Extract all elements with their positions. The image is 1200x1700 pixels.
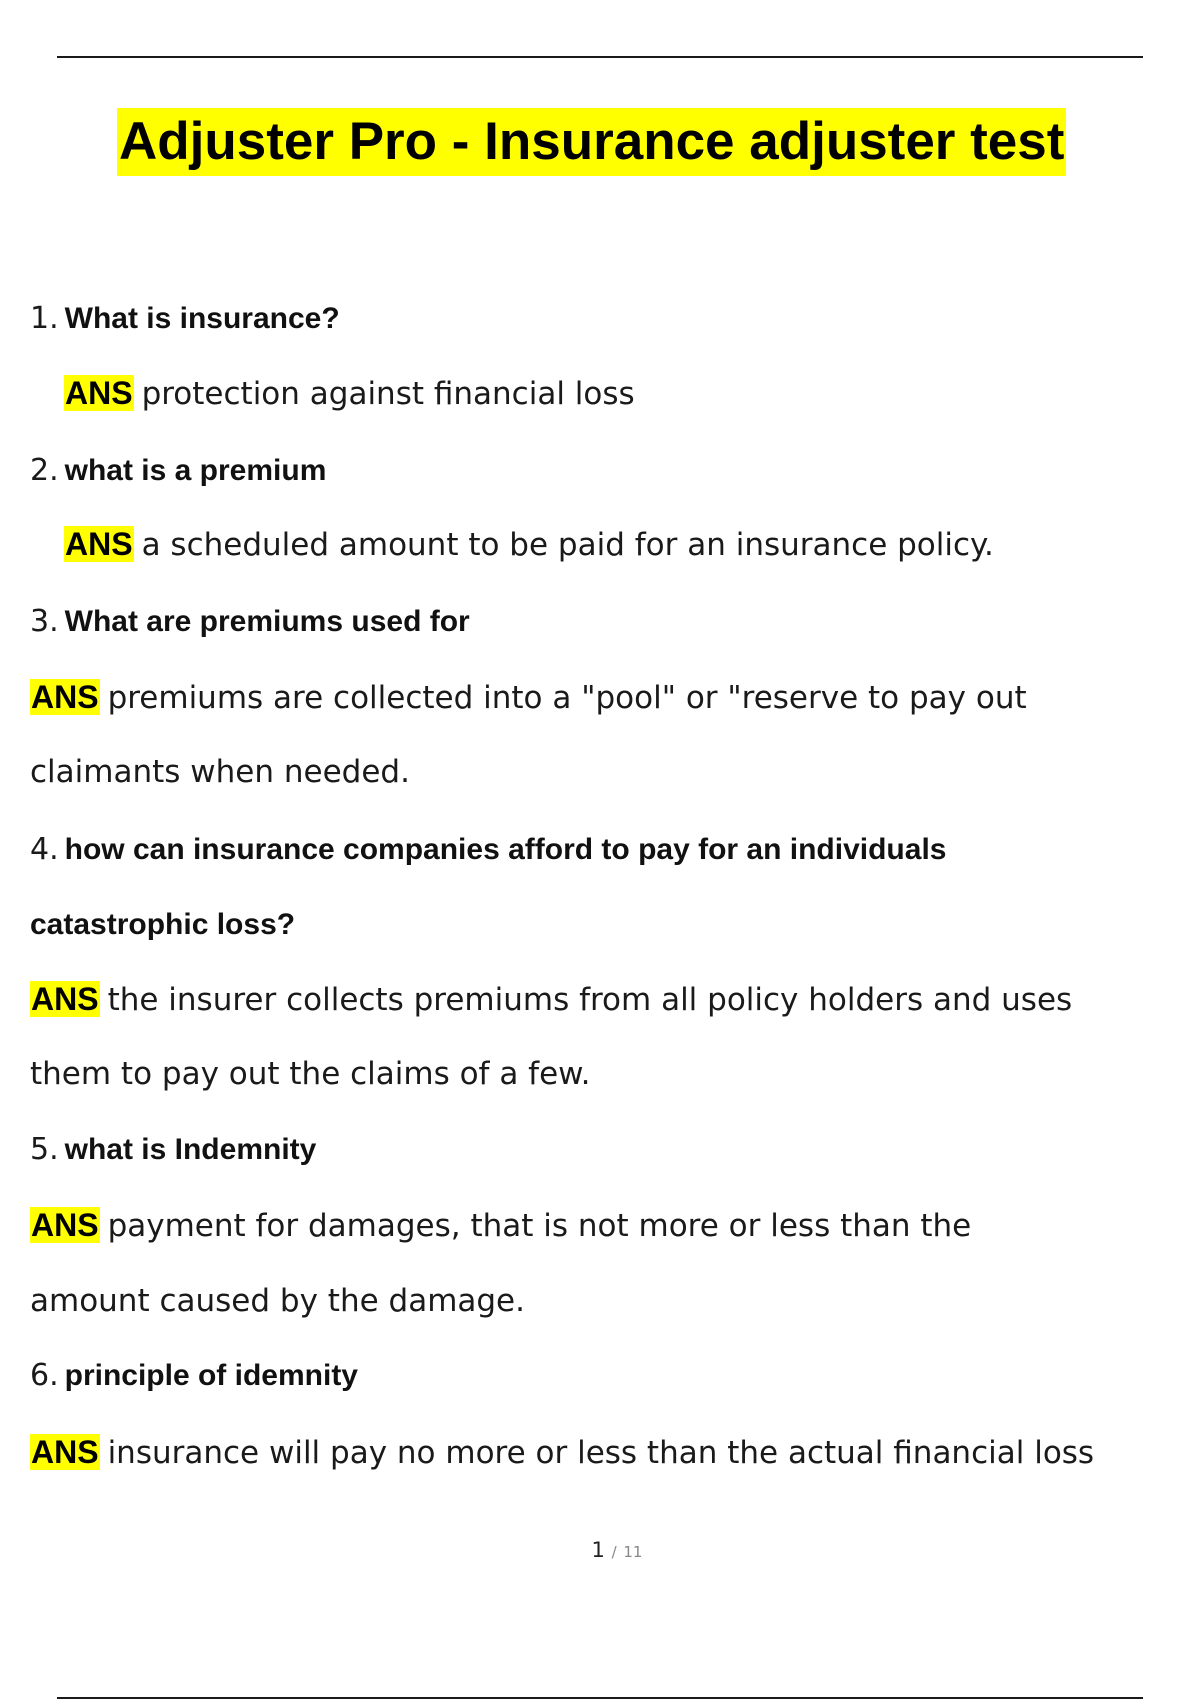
answer-1 <box>64 373 635 413</box>
question-4-continued: catastrophic loss? <box>30 908 296 941</box>
question-number: 2. <box>30 453 59 488</box>
answer-tag: ANS <box>31 679 99 715</box>
answer-text: a scheduled amount to be paid for an insurance policy. <box>141 527 994 563</box>
question-2 <box>30 451 326 491</box>
answer-tag: ANS <box>65 526 133 562</box>
question-text: how can insurance companies afford to pay for an individuals <box>64 833 947 866</box>
answer-text: the insurer collects premiums from all policy holders and uses <box>107 982 1073 1018</box>
page-indicator <box>0 1538 1200 1562</box>
total-pages: 11 <box>623 1543 643 1561</box>
question-3 <box>30 602 470 642</box>
question-5 <box>30 1130 316 1170</box>
answer-5 <box>30 1205 971 1245</box>
question-text: What is insurance? <box>64 302 340 335</box>
answer-text: premiums are collected into a "pool" or "reserve to pay out <box>107 680 1027 716</box>
question-4 <box>30 830 946 870</box>
answer-text: insurance will pay no more or less than the actual financial loss <box>107 1435 1095 1471</box>
question-number: 1. <box>30 301 59 336</box>
answer-tag: ANS <box>31 981 99 1017</box>
answer-text: protection against financial loss <box>141 376 635 412</box>
question-text: principle of idemnity <box>64 1359 358 1392</box>
answer-tag: ANS <box>31 1207 99 1243</box>
question-number: 3. <box>30 604 59 639</box>
question-text: what is a premium <box>64 454 327 487</box>
current-page: 1 <box>591 1538 605 1562</box>
document-title: Adjuster Pro - Insurance adjuster test <box>117 108 1066 176</box>
bottom-divider <box>57 1697 1143 1699</box>
answer-3 <box>30 677 1027 717</box>
top-divider <box>57 56 1143 58</box>
question-number: 6. <box>30 1358 59 1393</box>
answer-6 <box>30 1432 1094 1472</box>
page-separator: / <box>611 1543 617 1561</box>
answer-tag: ANS <box>31 1434 99 1470</box>
question-text: what is Indemnity <box>64 1133 317 1166</box>
question-number: 4. <box>30 832 59 867</box>
question-text: What are premiums used for <box>64 605 470 638</box>
answer-text: payment for damages, that is not more or less than the <box>107 1208 972 1244</box>
answer-4-continued: them to pay out the claims of a few. <box>30 1056 591 1092</box>
question-1 <box>30 299 340 339</box>
answer-2 <box>64 524 994 564</box>
answer-5-continued: amount caused by the damage. <box>30 1283 525 1319</box>
answer-4 <box>30 979 1072 1019</box>
question-number: 5. <box>30 1132 59 1167</box>
question-6 <box>30 1356 358 1396</box>
answer-tag: ANS <box>65 375 133 411</box>
answer-3-continued: claimants when needed. <box>30 754 410 790</box>
